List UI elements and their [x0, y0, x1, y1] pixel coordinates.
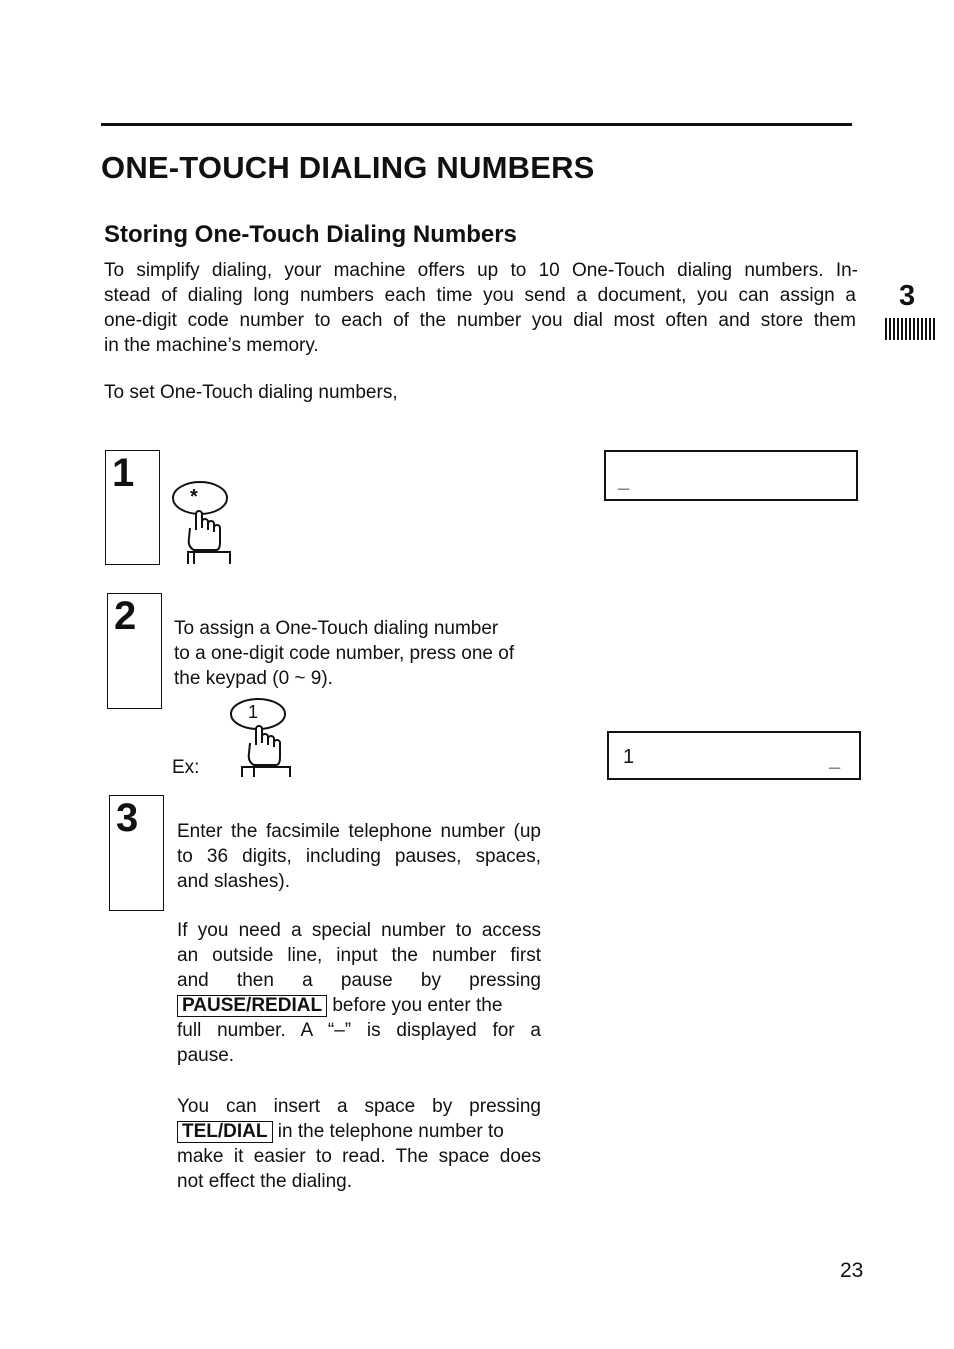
step-2-text: [174, 616, 540, 691]
text-line-with-key: [177, 1119, 541, 1144]
star-key-label: *: [190, 486, 198, 508]
pause-redial-key: PAUSE/REDIAL: [177, 995, 327, 1017]
chapter-tab-marker: [885, 318, 935, 340]
text-line: Enter the facsimile telephone number (up: [177, 821, 541, 842]
text-line: not effect the dialing.: [177, 1171, 352, 1192]
intro-line: stead of dialing long numbers each time you send a document, you can assign a: [104, 285, 856, 306]
text-fragment: in the telephone number to: [277, 1121, 504, 1142]
page-number: 23: [840, 1259, 864, 1282]
chapter-tab-number: 3: [899, 280, 916, 312]
text-line: pause.: [177, 1045, 235, 1066]
step-1-number: 1: [112, 451, 135, 495]
page-title: ONE-TOUCH DIALING NUMBERS: [101, 150, 595, 185]
intro-line: one-digit code number to each of the number you dial most often and store them: [104, 310, 856, 331]
section-title: Storing One-Touch Dialing Numbers: [104, 221, 517, 248]
space-note-paragraph: [177, 1094, 541, 1194]
step-1-box: [105, 450, 160, 565]
instruction-text: To set One-Touch dialing numbers,: [104, 382, 398, 403]
text-line: If you need a special number to access: [177, 920, 541, 941]
step-2-box: [107, 593, 162, 709]
text-line-with-key: [177, 993, 541, 1018]
text-line: To assign a One-Touch dialing number: [174, 618, 499, 639]
step-3-box: [109, 795, 164, 911]
intro-line: To simplify dialing, your machine offers up to 10 One-Touch dialing numbers. In-: [104, 260, 858, 281]
lcd-cursor: _: [618, 470, 630, 492]
lcd-cursor: _: [829, 749, 841, 771]
text-line: make it easier to read. The space does: [177, 1146, 541, 1167]
one-key-press-icon: [228, 697, 300, 781]
lcd-digit: 1: [623, 746, 635, 768]
intro-paragraph: [104, 258, 858, 358]
text-line: full number. A “–” is displayed for a: [177, 1020, 541, 1041]
tel-dial-key: TEL/DIAL: [177, 1121, 273, 1143]
example-label: Ex:: [172, 757, 200, 778]
lcd-display-1: [604, 450, 858, 501]
text-line: You can insert a space by pressing: [177, 1096, 541, 1117]
step-3-number: 3: [116, 796, 139, 840]
intro-line: in the machine’s memory.: [104, 335, 319, 356]
text-line: and slashes).: [177, 871, 291, 892]
top-rule: [101, 123, 852, 126]
text-line: to 36 digits, including pauses, spaces,: [177, 846, 541, 867]
step-2-number: 2: [114, 594, 137, 638]
text-line: to a one-digit code number, press one of: [174, 643, 515, 664]
lcd-display-2: [607, 731, 861, 780]
text-line: an outside line, input the number first: [177, 945, 541, 966]
step-3-text: [177, 819, 541, 894]
text-line: the keypad (0 ~ 9).: [174, 668, 333, 689]
text-fragment: before you enter the: [332, 995, 503, 1016]
star-key-press-icon: [168, 478, 240, 568]
pause-note-paragraph: [177, 918, 541, 1068]
text-line: and then a pause by pressing: [177, 970, 541, 991]
one-key-label: 1: [248, 702, 259, 722]
